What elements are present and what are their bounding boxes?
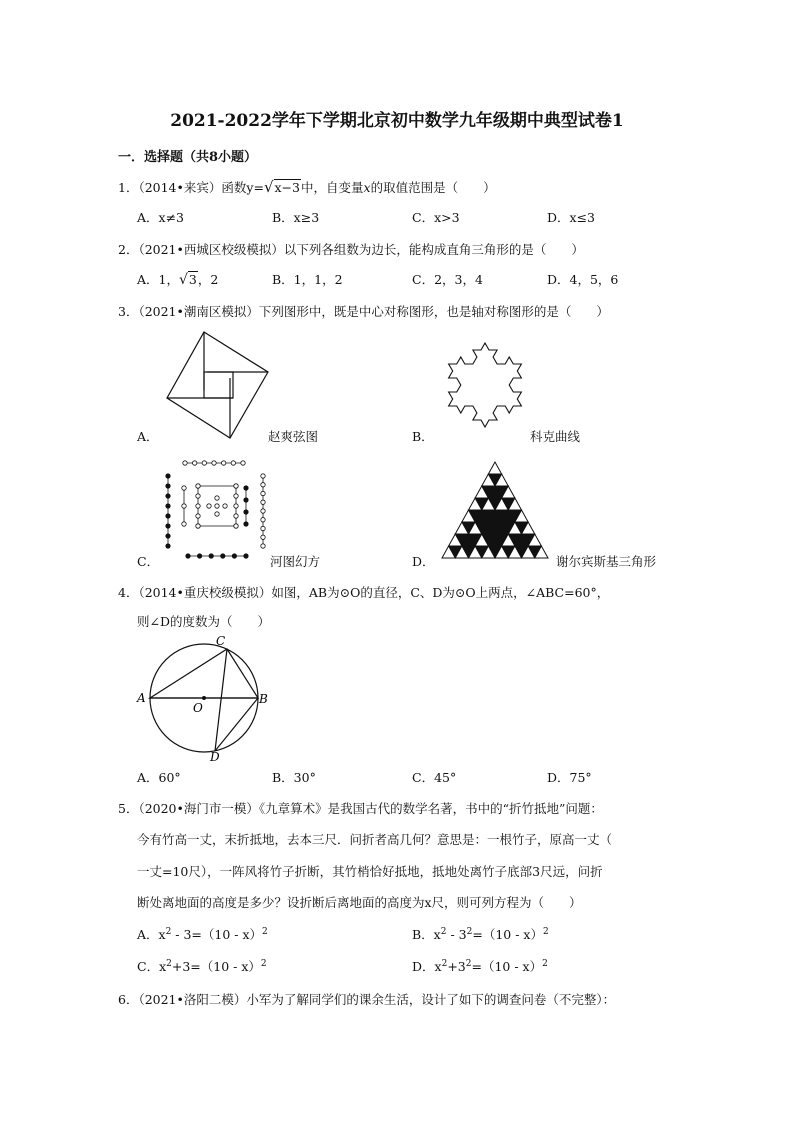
q4-option-a[interactable]: A．60° bbox=[137, 770, 181, 785]
q1-text-b: 中，自变量 bbox=[300, 180, 364, 195]
q5d-m: +3 bbox=[447, 959, 466, 974]
q5-option-d[interactable] bbox=[412, 957, 548, 975]
q1-text-a: 1．（2014•来宾）函数y= bbox=[118, 180, 264, 195]
question-2-stem: 2．（2021•西城区校级模拟）以下列各组数为边长，能构成直角三角形的是（ ） bbox=[118, 242, 584, 257]
circle-figure bbox=[135, 633, 270, 763]
hetu-figure bbox=[160, 458, 270, 563]
question-3-stem: 3．（2021•潮南区模拟）下列图形中，既是中心对称图形，也是轴对称图形的是（ ） bbox=[118, 304, 609, 319]
open-dot bbox=[196, 494, 200, 498]
q5c-p: C．x bbox=[137, 959, 167, 974]
filled-dot bbox=[244, 522, 248, 526]
q5d-p: D．x bbox=[412, 959, 442, 974]
q5c-m: +3=（10 - x） bbox=[171, 959, 261, 974]
q2-option-c[interactable]: C．2，3，4 bbox=[412, 272, 483, 287]
open-dot bbox=[261, 509, 265, 513]
q5b-s3: 2 bbox=[542, 927, 549, 937]
open-dot bbox=[234, 514, 238, 518]
label-b: B bbox=[259, 692, 268, 706]
q5b-m2: =（10 - x） bbox=[472, 927, 543, 942]
filled-dot bbox=[166, 484, 170, 488]
q4-option-b[interactable]: B．30° bbox=[272, 770, 316, 785]
label-d: D bbox=[210, 750, 220, 764]
sqrt-sign: √ bbox=[178, 272, 188, 288]
filled-dot bbox=[166, 504, 170, 508]
open-dot bbox=[196, 524, 200, 528]
label-c: C bbox=[216, 634, 226, 648]
q5b-m: - 3 bbox=[446, 927, 467, 942]
q5-option-b[interactable] bbox=[412, 925, 549, 943]
filled-dot bbox=[244, 510, 248, 514]
q5a-s1: 2 bbox=[165, 927, 172, 937]
open-dot bbox=[241, 461, 245, 465]
filled-dot bbox=[244, 486, 248, 490]
open-dot bbox=[196, 504, 200, 508]
q3-option-a[interactable]: A． bbox=[137, 429, 159, 444]
open-dot bbox=[234, 504, 238, 508]
q1-option-a[interactable]: A．x≠3 bbox=[137, 210, 185, 225]
filled-dot bbox=[221, 554, 225, 558]
q5d-s2: 2 bbox=[465, 959, 472, 969]
q4-option-d[interactable]: D．75° bbox=[547, 770, 592, 785]
q5c-s2: 2 bbox=[260, 959, 267, 969]
q2-a-text-b: ，2 bbox=[197, 272, 219, 287]
q1-option-d[interactable]: D．x≤3 bbox=[547, 210, 595, 225]
q2-a-text: A．1， bbox=[137, 272, 179, 287]
filled-dot bbox=[197, 554, 201, 558]
open-dot bbox=[212, 461, 216, 465]
filled-dot bbox=[166, 544, 170, 548]
filled-dot bbox=[166, 514, 170, 518]
q5a-p: A．x bbox=[137, 927, 166, 942]
question-5-line-3: 一丈=10尺），一阵风将竹子折断，其竹梢恰好抵地，抵地处离竹子底部3尺远，问折 bbox=[137, 864, 603, 879]
open-dot bbox=[261, 474, 265, 478]
zhaoshuang-figure bbox=[165, 330, 270, 440]
q5d-s3: 2 bbox=[542, 959, 548, 969]
q1-option-c[interactable]: C．x>3 bbox=[412, 210, 460, 225]
q1-option-b[interactable]: B．x≥3 bbox=[272, 210, 320, 225]
q1-radicand: x−3 bbox=[274, 180, 300, 195]
open-dot bbox=[234, 494, 238, 498]
filled-dot bbox=[209, 554, 213, 558]
label-a: A bbox=[137, 691, 146, 705]
open-dot bbox=[261, 518, 265, 522]
q2-option-a[interactable] bbox=[137, 270, 218, 288]
q3-caption-d: 谢尔宾斯基三角形 bbox=[556, 554, 657, 569]
open-dot bbox=[196, 514, 200, 518]
q1-text-c: 的取值范围是（ ） bbox=[370, 180, 496, 195]
question-5-line-4: 断处离地面的高度是多少？设折断后离地面的高度为x尺，则可列方程为（ ） bbox=[137, 895, 582, 910]
open-dot bbox=[231, 461, 235, 465]
open-dot bbox=[192, 461, 196, 465]
question-6-stem: 6．（2021•洛阳二模）小军为了解同学们的课余生活，设计了如下的调查问卷（不完整）： bbox=[118, 992, 616, 1007]
open-dot bbox=[261, 544, 265, 548]
q3-option-c[interactable]: C． bbox=[137, 554, 160, 569]
open-dot bbox=[196, 484, 200, 488]
q5b-s1: 2 bbox=[440, 927, 447, 937]
open-dot bbox=[183, 461, 187, 465]
sqrt-sign: √ bbox=[263, 178, 274, 196]
q5d-m2: =（10 - x） bbox=[471, 959, 543, 974]
q5-option-a[interactable] bbox=[137, 925, 268, 943]
q3-caption-b: 科克曲线 bbox=[530, 429, 581, 444]
q5b-s2: 2 bbox=[466, 927, 473, 937]
section-heading: 一．选择题（共8小题） bbox=[118, 150, 258, 165]
q5a-m: - 3=（10 - x） bbox=[171, 927, 263, 942]
open-dot bbox=[261, 500, 265, 504]
open-dot bbox=[261, 535, 265, 539]
question-4-stem-1: 4．（2014•重庆校级模拟）如图，AB为⊙O的直径，C、D为⊙O上两点，∠ABC=60°， bbox=[118, 585, 610, 600]
open-dot bbox=[215, 496, 219, 500]
q3-option-d[interactable]: D． bbox=[412, 554, 435, 569]
open-dot bbox=[182, 486, 186, 490]
open-dot bbox=[234, 524, 238, 528]
open-dot bbox=[207, 504, 211, 508]
open-dot bbox=[223, 504, 227, 508]
q2-option-b[interactable]: B．1，1，2 bbox=[272, 272, 343, 287]
open-dot bbox=[202, 461, 206, 465]
q3-caption-c: 河图幻方 bbox=[270, 554, 321, 569]
sierpinski-figure bbox=[440, 460, 550, 560]
q5a-s2: 2 bbox=[262, 927, 268, 937]
question-5-line-2: 今有竹高一丈，末折抵地，去本三尺．问折者高几何？意思是：一根竹子，原高一丈（ bbox=[137, 832, 613, 847]
filled-dot bbox=[166, 474, 170, 478]
koch-snowflake-figure bbox=[435, 330, 535, 435]
filled-dot bbox=[244, 498, 248, 502]
question-5-line-1: 5．（2020•海门市一模）《九章算术》是我国古代的数学名著，书中的“折竹抵地”问题： bbox=[118, 801, 603, 816]
open-dot bbox=[221, 461, 225, 465]
open-dot bbox=[182, 522, 186, 526]
q1-var: x bbox=[363, 180, 371, 195]
open-dot bbox=[261, 491, 265, 495]
filled-dot bbox=[186, 554, 190, 558]
question-1-stem bbox=[118, 178, 496, 196]
filled-dot bbox=[244, 554, 248, 558]
q5b-p: B．x bbox=[412, 927, 441, 942]
q5d-s1: 2 bbox=[441, 959, 448, 969]
open-dot bbox=[234, 484, 238, 488]
filled-dot bbox=[166, 534, 170, 538]
open-dot bbox=[261, 483, 265, 487]
open-dot bbox=[215, 504, 219, 508]
filled-dot bbox=[166, 524, 170, 528]
open-dot bbox=[182, 504, 186, 508]
question-4-stem-2: 则∠D的度数为（ ） bbox=[137, 614, 270, 629]
filled-dot bbox=[232, 554, 236, 558]
open-dot bbox=[215, 512, 219, 516]
q5c-s1: 2 bbox=[166, 959, 172, 969]
q2-a-radicand: 3 bbox=[188, 272, 197, 287]
filled-dot bbox=[166, 494, 170, 498]
label-o: O bbox=[193, 701, 203, 715]
q3-caption-a: 赵爽弦图 bbox=[268, 429, 319, 444]
q3-option-b[interactable]: B． bbox=[412, 429, 434, 444]
open-dot bbox=[261, 526, 265, 530]
page-title: 2021-2022学年下学期北京初中数学九年级期中典型试卷1 bbox=[170, 111, 624, 131]
q5-option-c[interactable] bbox=[137, 957, 267, 975]
q2-option-d[interactable]: D．4，5，6 bbox=[547, 272, 619, 287]
q4-option-c[interactable]: C．45° bbox=[412, 770, 457, 785]
